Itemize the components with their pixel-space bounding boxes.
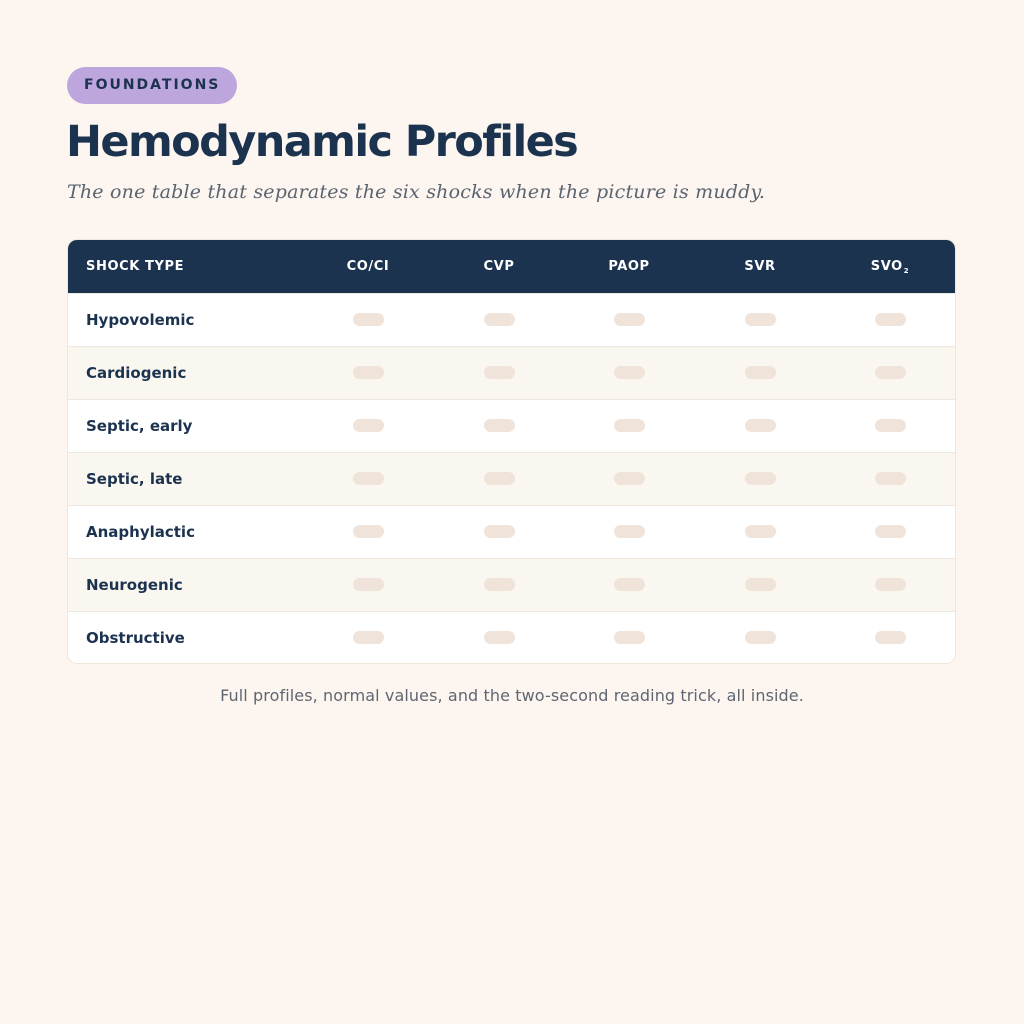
placeholder-pill-svo2 bbox=[875, 578, 906, 591]
table-row bbox=[68, 505, 955, 558]
placeholder-pill-svr bbox=[745, 525, 776, 538]
svo2-label: SVO bbox=[870, 259, 903, 274]
placeholder-pill-svo2 bbox=[875, 313, 906, 326]
placeholder-pill-paop bbox=[614, 419, 645, 432]
table-row bbox=[68, 293, 955, 346]
placeholder-pill-svr bbox=[745, 631, 776, 644]
placeholder-pill-co-ci bbox=[353, 419, 384, 432]
placeholder-pill-co-ci bbox=[353, 366, 384, 379]
placeholder-pill-paop bbox=[614, 631, 645, 644]
table-row bbox=[68, 399, 955, 452]
shock-type-label: Cardiogenic bbox=[86, 364, 187, 382]
shock-type-label: Anaphylactic bbox=[86, 523, 195, 541]
table-row bbox=[68, 558, 955, 611]
shock-type-label: Septic, late bbox=[86, 470, 183, 488]
placeholder-pill-cvp bbox=[484, 472, 515, 485]
placeholder-pill-paop bbox=[614, 366, 645, 379]
placeholder-pill-cvp bbox=[484, 578, 515, 591]
svo2-subscript: 2 bbox=[903, 267, 910, 275]
shock-type-label: Obstructive bbox=[86, 629, 185, 647]
placeholder-pill-svo2 bbox=[875, 419, 906, 432]
placeholder-pill-cvp bbox=[484, 525, 515, 538]
table-header bbox=[68, 240, 955, 293]
column-header-shock-type: SHOCK TYPE bbox=[86, 259, 185, 274]
placeholder-pill-cvp bbox=[484, 631, 515, 644]
placeholder-pill-co-ci bbox=[353, 578, 384, 591]
placeholder-pill-co-ci bbox=[353, 525, 384, 538]
placeholder-pill-svo2 bbox=[875, 366, 906, 379]
hemodynamic-table bbox=[67, 239, 956, 664]
column-header-cvp: CVP bbox=[483, 259, 515, 274]
page-title: Hemodynamic Profiles bbox=[66, 117, 578, 167]
table-body bbox=[68, 293, 955, 664]
table-row bbox=[68, 452, 955, 505]
placeholder-pill-svr bbox=[745, 419, 776, 432]
placeholder-pill-svr bbox=[745, 313, 776, 326]
placeholder-pill-svr bbox=[745, 472, 776, 485]
column-header-svo2 bbox=[830, 240, 950, 293]
shock-type-label: Septic, early bbox=[86, 417, 193, 435]
column-header-paop: PAOP bbox=[608, 259, 650, 274]
column-header-co-ci: CO/CI bbox=[346, 259, 390, 274]
table-row bbox=[68, 346, 955, 399]
placeholder-pill-svo2 bbox=[875, 631, 906, 644]
category-badge: FOUNDATIONS bbox=[67, 67, 237, 104]
placeholder-pill-co-ci bbox=[353, 631, 384, 644]
placeholder-pill-svr bbox=[745, 578, 776, 591]
placeholder-pill-paop bbox=[614, 578, 645, 591]
table-row bbox=[68, 611, 955, 664]
placeholder-pill-svo2 bbox=[875, 525, 906, 538]
placeholder-pill-cvp bbox=[484, 366, 515, 379]
column-header-svr: SVR bbox=[744, 259, 776, 274]
placeholder-pill-paop bbox=[614, 313, 645, 326]
placeholder-pill-svr bbox=[745, 366, 776, 379]
placeholder-pill-paop bbox=[614, 525, 645, 538]
shock-type-label: Neurogenic bbox=[86, 576, 183, 594]
placeholder-pill-co-ci bbox=[353, 313, 384, 326]
shock-type-label: Hypovolemic bbox=[86, 311, 195, 329]
placeholder-pill-cvp bbox=[484, 313, 515, 326]
footer-note: Full profiles, normal values, and the two-second reading trick, all inside. bbox=[220, 686, 804, 705]
page-subtitle: The one table that separates the six shocks when the picture is muddy. bbox=[67, 181, 766, 203]
placeholder-pill-svo2 bbox=[875, 472, 906, 485]
placeholder-pill-paop bbox=[614, 472, 645, 485]
placeholder-pill-cvp bbox=[484, 419, 515, 432]
placeholder-pill-co-ci bbox=[353, 472, 384, 485]
